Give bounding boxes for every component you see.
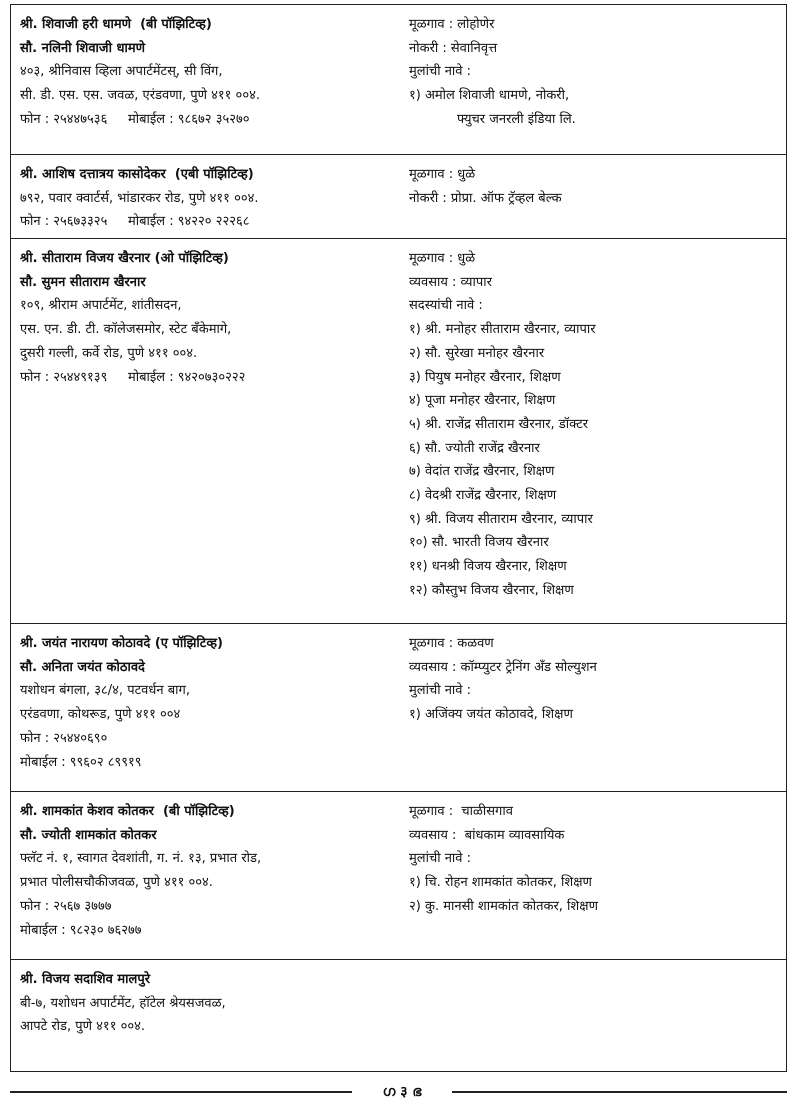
family-member-item: १२) कौस्तुभ विजय खैरनार, शिक्षण bbox=[409, 582, 574, 598]
address-line: प्रभात पोलीसचौकीजवळ, पुणे ४११ ००४. bbox=[20, 875, 213, 891]
footer-rule-right bbox=[452, 1091, 787, 1093]
children-heading: मुलांची नावे : bbox=[409, 683, 472, 699]
member-name: श्री. शामकांत केशव कोतकर (बी पॉझिटिव्ह) bbox=[20, 804, 235, 819]
spouse-name: सौ. ज्योती शामकांत कोतकर bbox=[20, 827, 157, 843]
family-member-item: ६) सौ. ज्योती राजेंद्र खैरनार bbox=[409, 440, 540, 456]
address-line: ७९२, पवार क्वार्टर्स, भांडारकर रोड, पुणे ४११ ००४. bbox=[20, 190, 259, 206]
native-place: मूळगाव : कळवण bbox=[409, 636, 494, 651]
occupation: व्यवसाय : व्यापार bbox=[409, 274, 492, 290]
mobile-line: मोबाईल : ९८२३० ७६२७७ bbox=[20, 922, 142, 938]
address-line: बी-७, यशोधन अपार्टमेंट, हॉटेल श्रेयसजवळ, bbox=[20, 995, 226, 1011]
native-place: मूळगाव : लोहोणेर bbox=[409, 17, 495, 32]
member-name: श्री. शिवाजी हरी धामणे (बी पॉझिटिव्ह) bbox=[20, 17, 212, 32]
member-name: श्री. जयंत नारायण कोठावदे (ए पॉझिटिव्ह) bbox=[20, 636, 223, 651]
footer-rule-left bbox=[10, 1091, 352, 1093]
member-details bbox=[401, 960, 786, 1071]
member-contact bbox=[11, 792, 401, 959]
occupation: नोकरी : सेवानिवृत्त bbox=[409, 40, 498, 56]
occupation: व्यवसाय : कॉम्प्युटर ट्रेनिंग अँड सोल्युशन bbox=[409, 659, 597, 675]
member-contact bbox=[11, 155, 401, 238]
native-place: मूळगाव : धुळे bbox=[409, 251, 476, 266]
members-heading: सदस्यांची नावे : bbox=[409, 298, 483, 314]
member-details bbox=[401, 624, 786, 791]
native-place: मूळगाव : चाळीसगाव bbox=[409, 804, 513, 819]
member-entry bbox=[11, 624, 786, 792]
occupation: नोकरी : प्रोप्रा. ऑफ ट्रॅव्हल बेल्क bbox=[409, 190, 562, 206]
family-member-item: १०) सौ. भारती विजय खैरनार bbox=[409, 535, 549, 551]
phone-line: फोन : २५६७ ३७७७ bbox=[20, 898, 112, 914]
member-directory bbox=[10, 4, 787, 1072]
member-details bbox=[401, 239, 786, 623]
family-member-item: ५) श्री. राजेंद्र सीताराम खैरनार, डॉक्टर bbox=[409, 416, 589, 432]
page-footer bbox=[10, 1082, 787, 1102]
family-member-item: १) श्री. मनोहर सीताराम खैरनार, व्यापार bbox=[409, 322, 596, 338]
family-member-item: ९) श्री. विजय सीताराम खैरनार, व्यापार bbox=[409, 511, 593, 527]
family-member-item: ७) वेदांत राजेंद्र खैरनार, शिक्षण bbox=[409, 464, 555, 480]
member-contact bbox=[11, 239, 401, 623]
member-details bbox=[401, 155, 786, 238]
spouse-name: सौ. सुमन सीताराम खैरनार bbox=[20, 274, 146, 290]
member-name: श्री. विजय सदाशिव मालपुरे bbox=[20, 972, 151, 987]
member-name: श्री. आशिष दत्तात्रय कासोदेकर (एबी पॉझिटिव्ह) bbox=[20, 167, 254, 182]
address-line: फ्लॅट नं. १, स्वागत देवशांती, ग. नं. १३, प्रभात रोड, bbox=[20, 851, 262, 867]
member-entry bbox=[11, 239, 786, 624]
phone-line: फोन : २५४४९१३९ मोबाईल : ९४२०७३०२२२ bbox=[20, 369, 246, 385]
member-entry bbox=[11, 5, 786, 155]
address-line: दुसरी गल्ली, कर्वे रोड, पुणे ४११ ००४. bbox=[20, 345, 198, 361]
native-place: मूळगाव : धुळे bbox=[409, 167, 476, 182]
family-member-item: ८) वेदश्री राजेंद्र खैरनार, शिक्षण bbox=[409, 488, 557, 504]
child-item-continued: फ्युचर जनरली इंडिया लि. bbox=[457, 111, 576, 127]
member-details bbox=[401, 792, 786, 959]
member-contact bbox=[11, 960, 401, 1071]
family-member-item: २) सौ. सुरेखा मनोहर खैरनार bbox=[409, 345, 545, 361]
address-line: ४०३, श्रीनिवास व्हिला अपार्टमेंटस्, सी विंग, bbox=[20, 64, 223, 80]
member-name: श्री. सीताराम विजय खैरनार (ओ पॉझिटिव्ह) bbox=[20, 251, 229, 266]
children-heading: मुलांची नावे : bbox=[409, 851, 472, 867]
spouse-name: सौ. नलिनी शिवाजी धामणे bbox=[20, 40, 145, 56]
address-line: सी. डी. एस. एस. जवळ, एरंडवणा, पुणे ४११ ००४. bbox=[20, 88, 260, 104]
children-heading: मुलांची नावे : bbox=[409, 64, 472, 80]
member-entry bbox=[11, 960, 786, 1071]
member-entry bbox=[11, 155, 786, 239]
phone-line: फोन : २५४४७५३६ मोबाईल : ९८६७२ ३५२७० bbox=[20, 111, 250, 127]
phone-line: फोन : २५६७३३२५ मोबाईल : ९४२२० २२२६८ bbox=[20, 214, 250, 230]
child-item: १) अजिंक्य जयंत कोठावदे, शिक्षण bbox=[409, 707, 573, 723]
member-contact bbox=[11, 624, 401, 791]
occupation: व्यवसाय : बांधकाम व्यावसायिक bbox=[409, 827, 565, 843]
address-line: १०९, श्रीराम अपार्टमेंट, शांतीसदन, bbox=[20, 298, 182, 314]
child-item: २) कु. मानसी शामकांत कोतकर, शिक्षण bbox=[409, 898, 598, 914]
mobile-line: मोबाईल : ९९६०२ ८९९१९ bbox=[20, 754, 142, 770]
member-details bbox=[401, 5, 786, 154]
address-line: आपटे रोड, पुणे ४११ ००४. bbox=[20, 1019, 145, 1035]
family-member-item: ३) पियुष मनोहर खैरनार, शिक्षण bbox=[409, 369, 561, 385]
phone-line: फोन : २५४४०६९० bbox=[20, 730, 108, 746]
family-member-item: ४) पूजा मनोहर खैरनार, शिक्षण bbox=[409, 393, 556, 409]
spouse-name: सौ. अनिता जयंत कोठावदे bbox=[20, 659, 145, 675]
member-entry bbox=[11, 792, 786, 960]
address-line: एरंडवणा, कोथरूड, पुणे ४११ ००४ bbox=[20, 707, 181, 723]
address-line: यशोधन बंगला, ३८/४, पटवर्धन बाग, bbox=[20, 683, 190, 699]
address-line: एस. एन. डी. टी. कॉलेजसमोर, स्टेट बँकेमागे, bbox=[20, 322, 232, 338]
child-item: १) अमोल शिवाजी धामणे, नोकरी, bbox=[409, 88, 570, 104]
page-number: ഗ ३ ഭ bbox=[382, 1084, 422, 1100]
member-contact bbox=[11, 5, 401, 154]
child-item: १) चि. रोहन शामकांत कोतकर, शिक्षण bbox=[409, 875, 592, 891]
family-member-item: ११) धनश्री विजय खैरनार, शिक्षण bbox=[409, 559, 567, 575]
